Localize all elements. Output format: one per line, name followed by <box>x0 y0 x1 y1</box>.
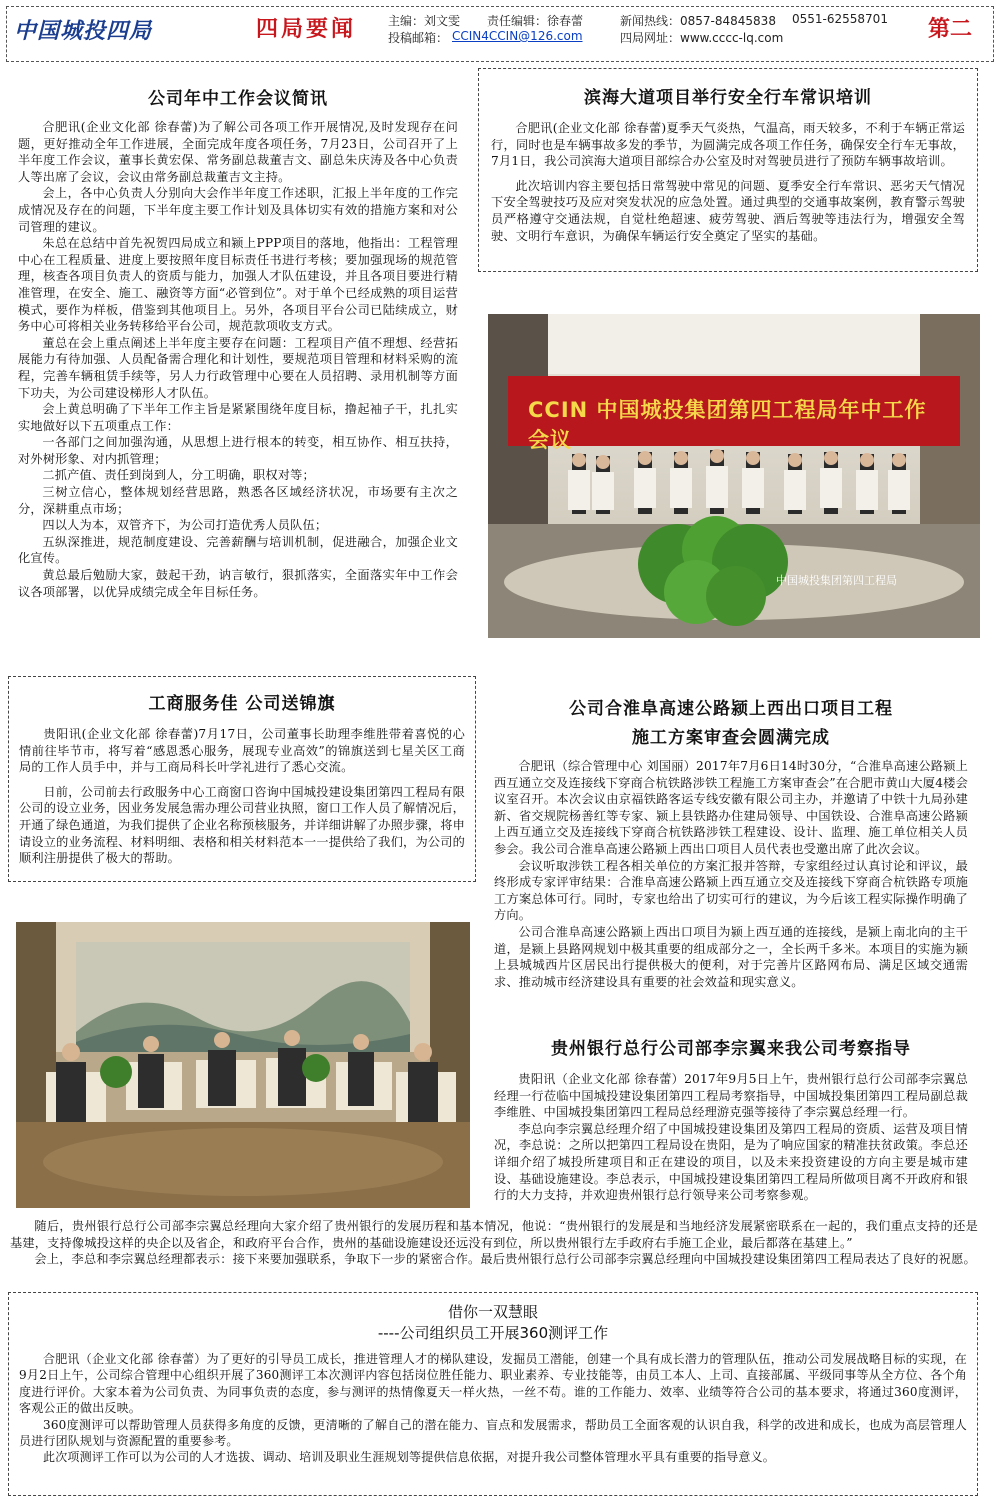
website-label: 四局网址：www.cccc-lq.com <box>620 31 784 45</box>
paragraph: 二抓产值、责任到岗到人，分工明确，职权对等； <box>42 468 315 483</box>
paragraph: 四以人为本，双管齐下，为公司打造优秀人员队伍； <box>42 518 328 533</box>
paragraph: 贵阳讯(企业文化部 徐春蕾)7月17日，公司董事长助理李维胜带着喜悦的心情前往毕节市，将写着“感恩悉心服务，展现专业高效”的锦旗送到七星关区工商局的工作人员手中，并与工商局科长叶学礼进行了悉心交流。 <box>19 727 465 775</box>
paragraph: 合肥讯(企业文化部 徐春蕾)夏季天气炎热，气温高，雨天较多，不利于车辆正常运行，同时也是车辆事故多发的季节，为圆满完成各项工作任务，确保安全行车无事故，7月1日，我公司滨海大道项目部综合办公室及时对驾驶员进行了预防车辆事故培训。 <box>491 121 965 169</box>
article-bank-visit <box>494 1034 968 1204</box>
article-review-meeting <box>494 694 968 990</box>
page-number: 第二 <box>928 16 973 42</box>
paragraph: 会上黄总明确了下半年工作主旨是紧紧围绕年度目标，撸起袖子干，扎扎实实地做好以下五项重点工作： <box>18 402 458 433</box>
phone-label: 0551-62558701 <box>792 12 888 26</box>
article-midyear-meeting <box>18 84 458 600</box>
article-title-line1: 公司合淮阜高速公路颍上西出口项目工程 <box>569 699 893 719</box>
masthead-logo: 中国城投四局 <box>14 18 153 44</box>
paragraph: 此次培训内容主要包括日常驾驶中常见的问题、夏季安全行车常识、恶劣天气情况下安全驾驶技巧及应对突发状况的应急处置。通过典型的交通事故案例，教育警示驾驶员严格遵守交通法规，自觉杜绝超速、疲劳驾驶、酒后驾驶等违法行为，增强安全驾驶、文明行车意识，为确保车辆运行安全奠定了坚实的基础。 <box>491 178 965 243</box>
article-title-line1: 借你一双慧眼 <box>447 1303 538 1321</box>
paragraph: 朱总在总结中首先祝贺四局成立和颍上PPP项目的落地，他指出：工程管理中心在工程质量、进度上要按照年度目标责任书进行考核；要加强现场的规范管理，核查各项目负责人的资质与能力，加强人才队伍建设，并且各项目要进行精准管理，在安全、施工、融资等方面“必管到位”。对于单个已经成熟的项目运营模式，要作为样板，借鉴到其他项目上。另外，各项目平台公司已陆续成立，财务中心可将相关业务转移给平台公司，规范款项收支方式。 <box>18 236 458 334</box>
paragraph: 360度测评可以帮助管理人员获得多角度的反馈，更清晰的了解自己的潜在能力、盲点和发展需求，帮助员工全面客观的认识自我，科学的改进和成长，也成为高层管理人员进行团队规划与资源配置的重要参考。 <box>19 1417 967 1449</box>
article-title: 滨海大道项目举行安全行车常识培训 <box>584 88 872 108</box>
article-title: 工商服务佳 公司送锦旗 <box>148 694 336 714</box>
paragraph: 合肥讯（综合管理中心 刘国丽）2017年7月6日14时30分，“合淮阜高速公路颍上西互通立交及连接线下穿商合杭铁路涉铁工程施工方案审查会”在合肥市黄山大厦4楼会议室召开。本次会议由京福铁路客运专线安徽有限公司主办，并邀请了中铁十九局孙建新、省交规院杨善红等专家、颍上县铁路办住建局领导、中国铁设、合淮阜高速公路颍上西互通立交及连接线下穿商合杭铁路涉铁工程建设、设计、监理、施工单位相关人员参会。我公司合淮阜高速公路颍上西出口项目人员代表也受邀出席了此次会议。 <box>494 759 968 856</box>
paragraph: 会议听取涉铁工程各相关单位的方案汇报并答辩，专家组经过认真讨论和评议，最终形成专家评审结果：合淮阜高速公路颍上西互通立交及连接线下穿商合杭铁路专项施工方案总体可行。同时，专家也给出了切实可行的建议，为今后该工程实际操作明确了方向。 <box>494 858 968 923</box>
article-title: 贵州银行总行公司部李宗翼来我公司考察指导 <box>551 1039 911 1059</box>
paragraph: 此次项测评工作可以为公司的人才选拔、调动、培训及职业生涯规划等提供信息依据，对提升我公司整体管理水平具有重要的指导意义。 <box>43 1450 776 1465</box>
article-safety-training <box>478 68 978 272</box>
reception-photo <box>16 922 470 1208</box>
paragraph: 黄总最后勉励大家，鼓起干劲，讷言敏行，狠抓落实，全面落实年中工作会议各项部署，以优异成绩完成全年目标任务。 <box>18 568 458 599</box>
paragraph: 李总向李宗翼总经理介绍了中国城投建设集团及第四工程局的资质、运营及项目情况，李总说：之所以把第四工程局设在贵阳，是为了响应国家的精准扶贫政策。李总还详细介绍了城投所建项目和正在建设的项目，以及未来投资建设的方向主要是城市建设、基础设施建设。李总表示，中国城投建设集团第四工程局所做项目离不开政府和银行的大力支持，并欢迎贵州银行总行领导来公司考察参观。 <box>494 1121 968 1203</box>
paragraph: 合肥讯（企业文化部 徐春蕾）为了更好的引导员工成长，推进管理人才的梯队建设，发掘员工潜能，创建一个具有成长潜力的管理队伍，推动公司发展战略目标的实现，在9月2日上午，公司综合管理中心组织开展了360测评工本次测评内容包括岗位胜任能力、职业素养、专业技能等，由员工本人、上司、直接部属、平级同事等从全方位、各个角度进行评价。大家本着为公司负责、为同事负责的态度，参与测评的热情像夏天一样火热，一丝不苟。谁的工作能力、效率、业绩等符合公司的基本要求，将通过360度测评，客观公正的做出反映。 <box>19 1352 967 1416</box>
paragraph: 合肥讯(企业文化部 徐春蕾)为了解公司各项工作开展情况,及时发现存在问题，更好推动全年工作进展，全面完成年度各项任务，7月23日，公司召开了上半年度工作会议，董事长黄宏保、常务副总裁董吉文、副总朱庆涛及各中心负责人等出席了会议，会议由常务副总裁董吉文主持。 <box>18 120 458 184</box>
meeting-photo-art <box>488 314 980 638</box>
paragraph: 会上，各中心负责人分别向大会作半年度工作述职，汇报上半年度的工作完成情况及存在的问题，下半年度主要工作计划及具体切实有效的措施方案和对公司管理的建议。 <box>18 186 458 234</box>
meeting-banner: CCIN 中国城投集团第四工程局年中工作会议 <box>528 398 927 452</box>
chief-editor-label: 责任编辑：徐春蕾 <box>487 14 584 28</box>
paragraph: 五纵深推进，规范制度建设、完善薪酬与培训机制，促进融合，加强企业文化宣传。 <box>18 534 458 566</box>
paragraph: 会上，李总和李宗翼总经理都表示：接下来要加强联系，争取下一步的紧密合作。最后贵州银行总行公司部李宗翼总经理向中国城投建设集团第四工程局表达了良好的祝愿。 <box>34 1252 976 1267</box>
article-bank-visit-continued <box>10 1218 978 1268</box>
section-title: 四局要闻 <box>256 16 357 42</box>
meeting-photo <box>488 314 980 638</box>
article-pennant <box>8 676 476 882</box>
article-360-evaluation <box>8 1292 978 1496</box>
article-title-line2: 施工方案审查会圆满完成 <box>632 728 830 748</box>
photo-watermark: 中国城投集团第四工程局 <box>776 574 897 587</box>
email-label: 投稿邮箱： <box>388 31 449 45</box>
article-title: 公司年中工作会议简讯 <box>148 89 328 109</box>
paragraph: 公司合淮阜高速公路颍上西出口项目为颍上西互通的连接线，是颍上南北向的主干道，是颍上县路网规划中极其重要的组成部分之一，全长两千多米。本项目的实施为颍上县城城西片区居民出行提供极大的便利，对于完善片区路网布局、满足区域交通需求、推动城市经济建设具有重要的社会效益和现实意义。 <box>494 924 968 989</box>
reception-photo-art <box>16 922 470 1208</box>
article-title-line2: ----公司组织员工开展360测评工作 <box>377 1324 609 1342</box>
editor-label: 主编：刘文雯 <box>388 14 461 28</box>
paragraph: 贵阳讯（企业文化部 徐春蕾）2017年9月5日上午，贵州银行总行公司部李宗翼总经理一行莅临中国城投建设集团第四工程局考察指导，中国城投集团第四工程局副总裁李维胜、中国城投集团第四工程局总经理游克强等接待了李宗翼总经理一行。 <box>494 1072 968 1120</box>
paragraph: 三树立信心，整体规划经营思路，熟悉各区域经济状况，市场要有主次之分，深耕重点市场； <box>18 485 458 516</box>
paragraph: 随后，贵州银行总行公司部李宗翼总经理向大家介绍了贵州银行的发展历程和基本情况，他说：“贵州银行的发展是和当地经济发展紧密联系在一起的，我们重点支持的还是基建，支持像城投这样的央企以及省企，和政府平台合作，贵州的基础设施建设还远没有到位，所以贵州银行左手政府右手施工企业，最后都落在基建上。” <box>10 1219 978 1250</box>
email-link[interactable]: CCIN4CCIN@126.com <box>452 29 583 43</box>
paragraph: 一各部门之间加强沟通，从思想上进行根本的转变，相互协作、相互扶持，对外树形象、对内抓管理； <box>18 435 458 466</box>
hotline-label: 新闻热线：0857-84845838 <box>620 14 776 28</box>
paragraph: 董总在会上重点阐述上半年度主要存在问题：工程项目产值不理想、经营拓展能力有待加强、人员配备需合理化和计划性，要规范项目管理和材料采购的流程，完善车辆租赁手续等，另人力行政管理中心要在人员招聘、录用机制等方面下功夫，为公司建设梯形人才队伍。 <box>18 335 458 400</box>
paragraph: 日前，公司前去行政服务中心工商窗口咨询中国城投建设集团第四工程局有限公司的设立业务，因业务发展急需办理公司营业执照，窗口工作人员了解情况后，开通了绿色通道，为我们提供了企业名称预核服务，并详细讲解了办照步骤，将申请设立的业务流程、材料明细、表格和相关材料范本一一提供给了我们，为公司的顺利注册提供了极大的帮助。 <box>19 784 465 866</box>
